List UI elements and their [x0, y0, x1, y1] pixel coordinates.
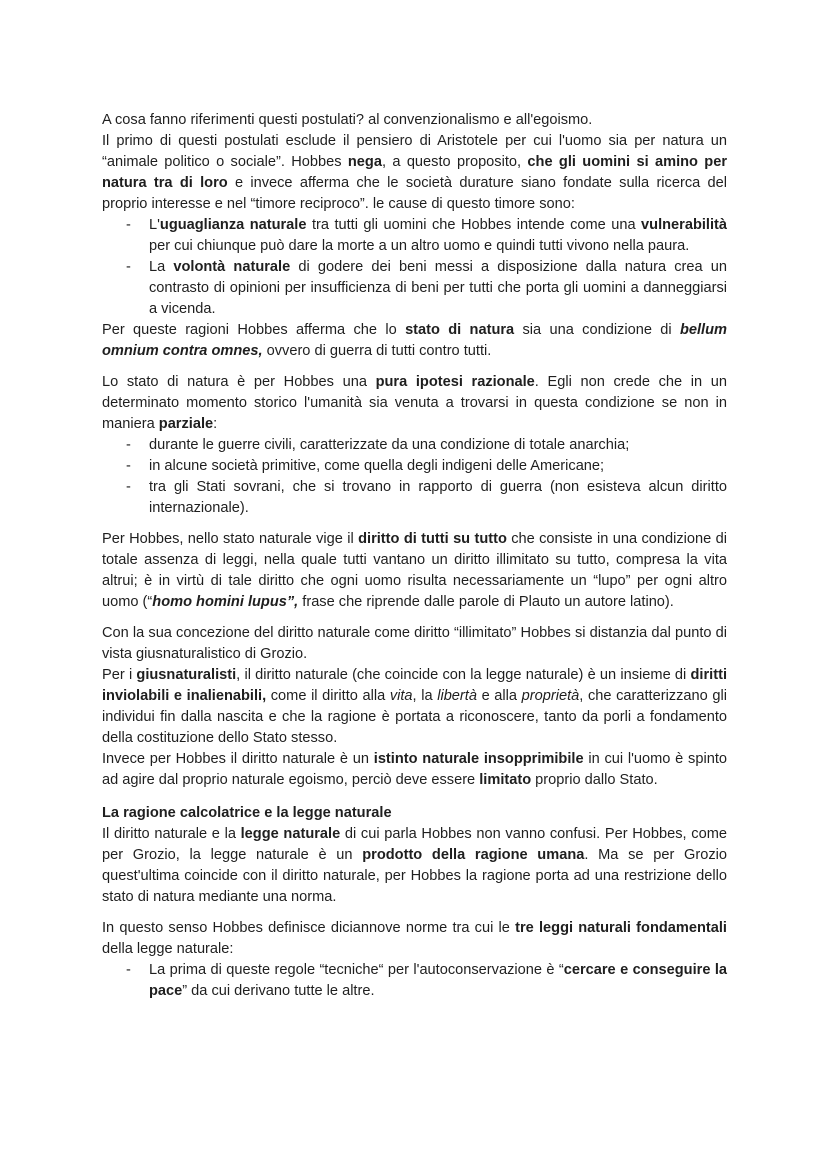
paragraph-aristotele: Il primo di questi postulati esclude il pensiero di Aristotele per cui l'uomo sia per natura un “animale politico o sociale”. Hobbes nega, a questo proposito, che gli uomini si amino per natura tra di loro e invece afferma che le società durature siano fondate sulla ricerca del proprio interesse e nel “timore reciproco”. le cause di questo timore sono:	[102, 133, 728, 212]
paragraph-giusnaturalisti: Per i giusnaturalisti, il diritto naturale (che coincide con la legge naturale) è un insieme di diritti inviolabili e inalienabili, come il diritto alla vita, la libertà e alla proprietà, che caratterizzano gli individui fin dalla nascita e che la ragione è portata a riconoscere, tanto da porli a fondamento della costituzione dello Stato stesso.	[102, 667, 727, 746]
section-heading: La ragione calcolatrice e la legge naturale	[102, 805, 392, 821]
list-item: - La volontà naturale di godere dei beni messi a disposizione dalla natura crea un contrasto di opinioni per insufficienza di beni per tutti che porta gli uomini a danneggiarsi a vicenda.	[102, 257, 727, 320]
paragraph-postulati: A cosa fanno riferimenti questi postulati? al convenzionalismo e all'egoismo.	[102, 112, 593, 128]
paragraph-bellum: Per queste ragioni Hobbes afferma che lo stato di natura sia una condizione di bellum omnium contra omnes, ovvero di guerra di tutti contro tutti.	[102, 322, 727, 359]
list-item: - durante le guerre civili, caratterizzate da una condizione di totale anarchia;	[102, 435, 727, 456]
paragraph-legge-naturale: Il diritto naturale e la legge naturale di cui parla Hobbes non vanno confusi. Per Hobbes, come per Grozio, la legge naturale è un prodotto della ragione umana. Ma se per Grozio quest'ultima coincide con il diritto naturale, per Hobbes la ragione porta ad una restrizione dello stato di natura mediante una norma.	[102, 826, 728, 905]
paragraph-diciannove-norme: In questo senso Hobbes definisce diciannove norme tra cui le tre leggi naturali fondamentali della legge naturale:	[102, 920, 727, 957]
list-item: - L'uguaglianza naturale tra tutti gli uomini che Hobbes intende come una vulnerabilità per cui chiunque può dare la morte a un altro uomo e quindi tutti vivono nella paura.	[102, 215, 727, 257]
list-cause-timore	[102, 215, 727, 320]
list-leggi-naturali	[102, 960, 727, 1002]
list-item: - tra gli Stati sovrani, che si trovano in rapporto di guerra (non esisteva alcun diritto internazionale).	[102, 477, 727, 519]
paragraph-ipotesi: Lo stato di natura è per Hobbes una pura ipotesi razionale. Egli non crede che in un determinato momento storico l'umanità sia venuta a trovarsi in questa condizione se non in maniera parziale:	[102, 374, 727, 432]
paragraph-grozio: Con la sua concezione del diritto naturale come diritto “illimitato” Hobbes si distanzia dal punto di vista giusnaturalistico di Grozio.	[102, 625, 727, 662]
list-item: - in alcune società primitive, come quella degli indigeni delle Americane;	[102, 456, 727, 477]
document-body	[102, 110, 727, 1002]
list-item: - La prima di queste regole “tecniche“ per l'autoconservazione è “cercare e conseguire la pace” da cui derivano tutte le altre.	[102, 960, 727, 1002]
list-parziale	[102, 435, 727, 519]
paragraph-diritto-tutto: Per Hobbes, nello stato naturale vige il diritto di tutti su tutto che consiste in una condizione di totale assenza di leggi, nella quale tutti vantano un diritto illimitato su tutto, compresa la vita altrui; è in virtù di tale diritto che ogni uomo risulta necessariamente un “lupo” per ogni altro uomo (“homo homini lupus”, frase che riprende dalle parole di Plauto un autore latino).	[102, 531, 727, 610]
paragraph-istinto: Invece per Hobbes il diritto naturale è un istinto naturale insopprimibile in cui l'uomo è spinto ad agire dal proprio naturale egoismo, perciò deve essere limitato proprio dallo Stato.	[102, 751, 728, 788]
